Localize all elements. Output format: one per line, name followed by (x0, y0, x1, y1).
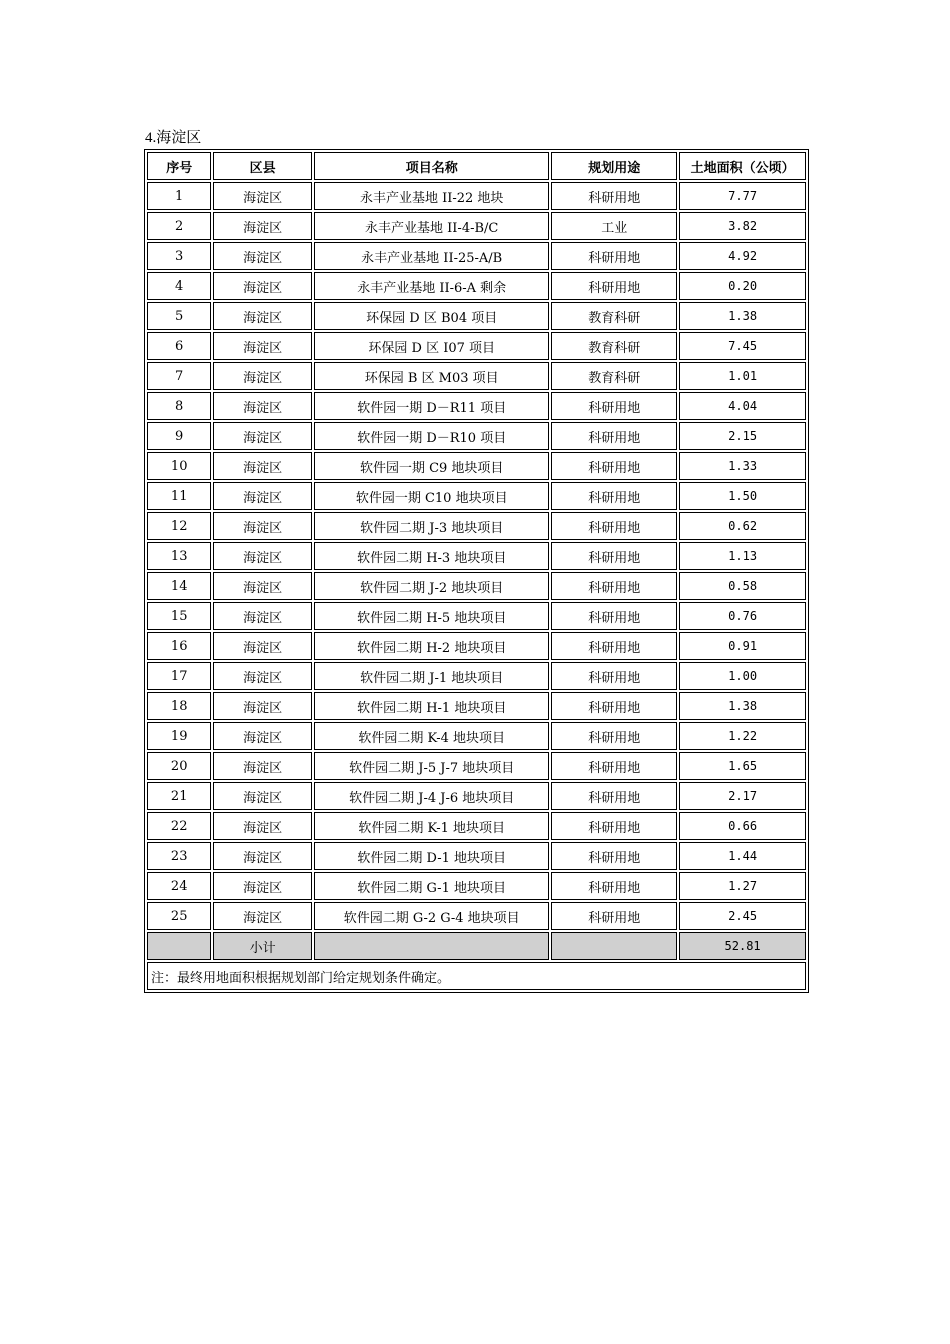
row-index: 12 (147, 512, 211, 540)
row-project-name: 永丰产业基地 II-25-A/B (314, 242, 549, 270)
row-project-name: 永丰产业基地 II-4-B/C (314, 212, 549, 240)
row-district: 海淀区 (213, 902, 312, 930)
row-project-name: 软件园二期 G-2 G-4 地块项目 (314, 902, 549, 930)
table-row (147, 572, 806, 600)
row-district: 海淀区 (213, 452, 312, 480)
row-index: 22 (147, 812, 211, 840)
row-index: 7 (147, 362, 211, 390)
table-row (147, 722, 806, 750)
row-project-name: 永丰产业基地 II-22 地块 (314, 182, 549, 210)
row-planned-use: 科研用地 (551, 842, 677, 870)
table-row (147, 362, 806, 390)
table-row (147, 482, 806, 510)
row-district: 海淀区 (213, 392, 312, 420)
table-row (147, 452, 806, 480)
row-project-name: 软件园一期 D－R10 项目 (314, 422, 549, 450)
row-planned-use: 科研用地 (551, 632, 677, 660)
table-row (147, 212, 806, 240)
row-index: 21 (147, 782, 211, 810)
row-index: 20 (147, 752, 211, 780)
row-project-name: 软件园一期 C10 地块项目 (314, 482, 549, 510)
row-land-area: 1.33 (679, 452, 806, 480)
subtotal-label: 小计 (213, 932, 312, 960)
table-row (147, 392, 806, 420)
table-row (147, 632, 806, 660)
row-planned-use: 科研用地 (551, 662, 677, 690)
row-index: 13 (147, 542, 211, 570)
row-planned-use: 科研用地 (551, 272, 677, 300)
row-land-area: 4.04 (679, 392, 806, 420)
row-project-name: 软件园二期 H-2 地块项目 (314, 632, 549, 660)
row-planned-use: 科研用地 (551, 452, 677, 480)
row-index: 15 (147, 602, 211, 630)
row-planned-use: 科研用地 (551, 242, 677, 270)
row-index: 9 (147, 422, 211, 450)
table-row (147, 332, 806, 360)
row-project-name: 软件园二期 H-5 地块项目 (314, 602, 549, 630)
row-project-name: 软件园一期 C9 地块项目 (314, 452, 549, 480)
row-land-area: 3.82 (679, 212, 806, 240)
subtotal-value: 52.81 (679, 932, 806, 960)
table-row (147, 602, 806, 630)
row-index: 8 (147, 392, 211, 420)
row-planned-use: 科研用地 (551, 512, 677, 540)
row-land-area: 1.27 (679, 872, 806, 900)
section-title: 4.海淀区 (145, 130, 202, 146)
row-land-area: 7.77 (679, 182, 806, 210)
header-land-area: 土地面积（公顷） (679, 152, 806, 180)
row-planned-use: 工业 (551, 212, 677, 240)
row-planned-use: 科研用地 (551, 182, 677, 210)
row-land-area: 1.38 (679, 302, 806, 330)
row-district: 海淀区 (213, 482, 312, 510)
row-index: 5 (147, 302, 211, 330)
row-project-name: 软件园二期 J-4 J-6 地块项目 (314, 782, 549, 810)
table-row (147, 422, 806, 450)
row-project-name: 软件园二期 D-1 地块项目 (314, 842, 549, 870)
row-district: 海淀区 (213, 602, 312, 630)
row-index: 23 (147, 842, 211, 870)
row-district: 海淀区 (213, 332, 312, 360)
table-header-row (147, 152, 806, 180)
row-land-area: 1.50 (679, 482, 806, 510)
row-project-name: 环保园 D 区 I07 项目 (314, 332, 549, 360)
table-row (147, 512, 806, 540)
row-land-area: 1.22 (679, 722, 806, 750)
subtotal-empty-index (147, 932, 211, 960)
table-row (147, 842, 806, 870)
table-row (147, 902, 806, 930)
row-land-area: 1.01 (679, 362, 806, 390)
table-row (147, 302, 806, 330)
row-planned-use: 科研用地 (551, 422, 677, 450)
table-note: 注：最终用地面积根据规划部门给定规划条件确定。 (147, 962, 806, 990)
row-planned-use: 科研用地 (551, 392, 677, 420)
row-land-area: 2.15 (679, 422, 806, 450)
row-district: 海淀区 (213, 272, 312, 300)
table-row (147, 872, 806, 900)
row-project-name: 软件园二期 J-1 地块项目 (314, 662, 549, 690)
row-index: 6 (147, 332, 211, 360)
row-land-area: 0.20 (679, 272, 806, 300)
row-planned-use: 教育科研 (551, 332, 677, 360)
row-index: 14 (147, 572, 211, 600)
header-index: 序号 (147, 152, 211, 180)
row-project-name: 环保园 D 区 B04 项目 (314, 302, 549, 330)
row-index: 4 (147, 272, 211, 300)
row-planned-use: 科研用地 (551, 542, 677, 570)
row-project-name: 软件园二期 H-1 地块项目 (314, 692, 549, 720)
row-index: 24 (147, 872, 211, 900)
subtotal-row (147, 932, 806, 960)
row-planned-use: 科研用地 (551, 692, 677, 720)
row-district: 海淀区 (213, 782, 312, 810)
row-land-area: 1.44 (679, 842, 806, 870)
row-district: 海淀区 (213, 632, 312, 660)
row-district: 海淀区 (213, 692, 312, 720)
table-row (147, 662, 806, 690)
row-planned-use: 科研用地 (551, 782, 677, 810)
row-district: 海淀区 (213, 512, 312, 540)
row-land-area: 1.00 (679, 662, 806, 690)
row-project-name: 软件园二期 J-5 J-7 地块项目 (314, 752, 549, 780)
row-district: 海淀区 (213, 872, 312, 900)
row-planned-use: 科研用地 (551, 482, 677, 510)
row-district: 海淀区 (213, 242, 312, 270)
header-planned-use: 规划用途 (551, 152, 677, 180)
row-land-area: 1.38 (679, 692, 806, 720)
row-land-area: 1.65 (679, 752, 806, 780)
row-project-name: 软件园二期 K-4 地块项目 (314, 722, 549, 750)
row-land-area: 4.92 (679, 242, 806, 270)
row-planned-use: 教育科研 (551, 362, 677, 390)
row-project-name: 永丰产业基地 II-6-A 剩余 (314, 272, 549, 300)
row-index: 11 (147, 482, 211, 510)
subtotal-empty-name (314, 932, 549, 960)
header-district: 区县 (213, 152, 312, 180)
row-district: 海淀区 (213, 212, 312, 240)
row-index: 25 (147, 902, 211, 930)
row-project-name: 环保园 B 区 M03 项目 (314, 362, 549, 390)
row-index: 18 (147, 692, 211, 720)
row-district: 海淀区 (213, 302, 312, 330)
row-planned-use: 教育科研 (551, 302, 677, 330)
row-district: 海淀区 (213, 662, 312, 690)
row-planned-use: 科研用地 (551, 812, 677, 840)
row-index: 10 (147, 452, 211, 480)
row-land-area: 0.76 (679, 602, 806, 630)
row-district: 海淀区 (213, 572, 312, 600)
row-planned-use: 科研用地 (551, 752, 677, 780)
row-land-area: 0.58 (679, 572, 806, 600)
row-index: 17 (147, 662, 211, 690)
row-district: 海淀区 (213, 542, 312, 570)
row-index: 2 (147, 212, 211, 240)
row-district: 海淀区 (213, 362, 312, 390)
row-district: 海淀区 (213, 752, 312, 780)
row-index: 1 (147, 182, 211, 210)
row-index: 16 (147, 632, 211, 660)
row-project-name: 软件园二期 H-3 地块项目 (314, 542, 549, 570)
table-row (147, 752, 806, 780)
row-district: 海淀区 (213, 422, 312, 450)
row-district: 海淀区 (213, 842, 312, 870)
table-row (147, 242, 806, 270)
row-planned-use: 科研用地 (551, 902, 677, 930)
row-district: 海淀区 (213, 812, 312, 840)
land-parcel-table (144, 149, 809, 993)
table-row (147, 272, 806, 300)
subtotal-empty-use (551, 932, 677, 960)
row-land-area: 0.91 (679, 632, 806, 660)
row-land-area: 1.13 (679, 542, 806, 570)
row-index: 3 (147, 242, 211, 270)
row-planned-use: 科研用地 (551, 722, 677, 750)
table-row (147, 182, 806, 210)
row-planned-use: 科研用地 (551, 602, 677, 630)
note-row (147, 962, 806, 990)
row-district: 海淀区 (213, 182, 312, 210)
row-land-area: 7.45 (679, 332, 806, 360)
row-project-name: 软件园一期 D－R11 项目 (314, 392, 549, 420)
row-land-area: 2.45 (679, 902, 806, 930)
row-project-name: 软件园二期 K-1 地块项目 (314, 812, 549, 840)
table-body (147, 182, 806, 990)
row-project-name: 软件园二期 J-3 地块项目 (314, 512, 549, 540)
row-land-area: 2.17 (679, 782, 806, 810)
header-project-name: 项目名称 (314, 152, 549, 180)
row-project-name: 软件园二期 J-2 地块项目 (314, 572, 549, 600)
row-land-area: 0.66 (679, 812, 806, 840)
table-row (147, 542, 806, 570)
table-row (147, 812, 806, 840)
table-row (147, 692, 806, 720)
row-planned-use: 科研用地 (551, 572, 677, 600)
row-project-name: 软件园二期 G-1 地块项目 (314, 872, 549, 900)
row-district: 海淀区 (213, 722, 312, 750)
row-land-area: 0.62 (679, 512, 806, 540)
row-planned-use: 科研用地 (551, 872, 677, 900)
row-index: 19 (147, 722, 211, 750)
table-row (147, 782, 806, 810)
